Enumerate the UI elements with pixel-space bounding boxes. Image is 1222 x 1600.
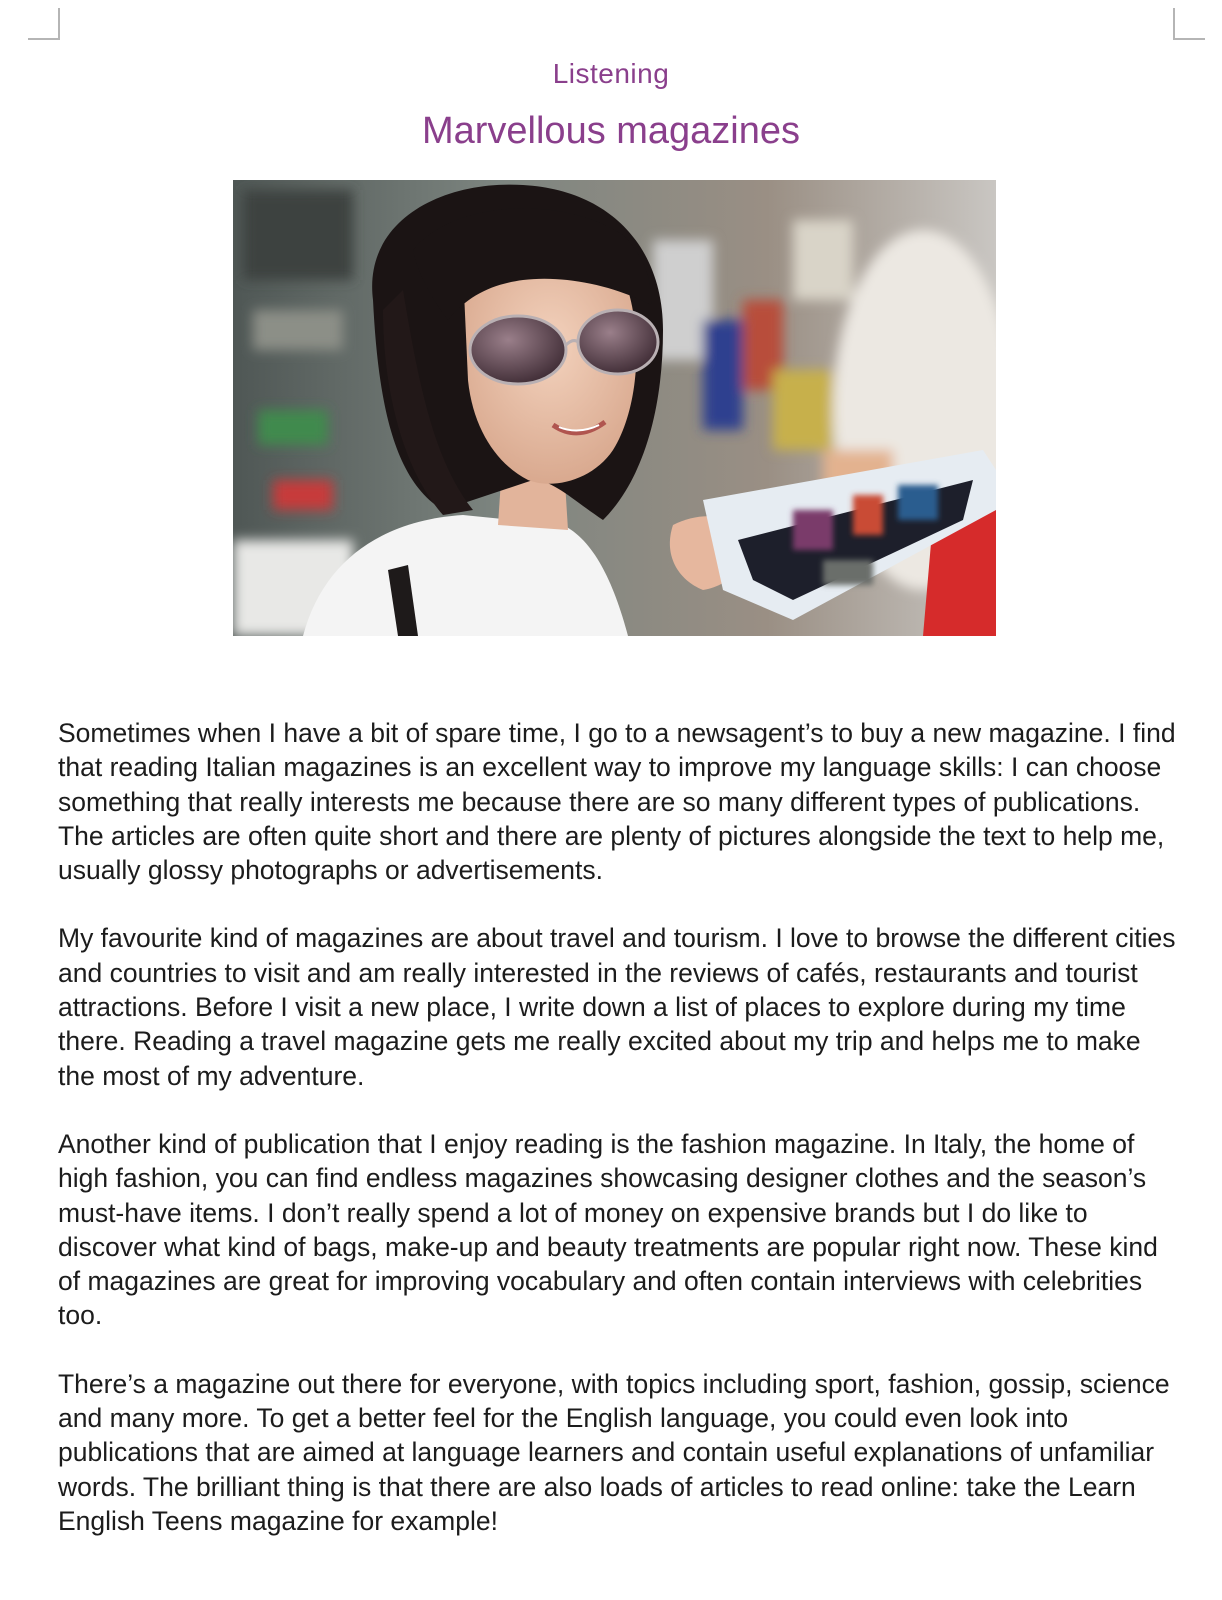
article-body [58, 716, 1178, 1572]
article-paragraph-3: Another kind of publication that I enjoy reading is the fashion magazine. In Italy, the home of high fashion, you can find endless magazines showcasing designer clothes and the season’s must-have items. I don’t really spend a lot of money on expensive brands but I do like to discover what kind of bags, make-up and beauty treatments are popular right now. These kind of magazines are great for improving vocabulary and often contain interviews with celebrities too. [58, 1128, 1158, 1331]
page-corner-mark-top-left [28, 8, 60, 40]
article-paragraph-1: Sometimes when I have a bit of spare time, I go to a newsagent’s to buy a new magazine. I find that reading Italian magazines is an excellent way to improve my language skills: I can choose something that really interests me because there are so many different types of publications. The articles are often quite short and there are plenty of pictures alongside the text to help me, usually glossy photographs or advertisements. [58, 718, 1176, 886]
page-corner-mark-top-right [1173, 8, 1205, 40]
article-paragraph-4: There’s a magazine out there for everyone, with topics including sport, fashion, gossip, science and many more. To get a better feel for the English language, you could even look into publications that are aimed at language learners and contain useful explanations of unfamiliar words. The brilliant thing is that there are also loads of articles to read online: take the Learn English Teens magazine for example! [58, 1368, 1170, 1536]
article-paragraph-2: My favourite kind of magazines are about travel and tourism. I love to browse the different cities and countries to visit and am really interested in the reviews of cafés, restaurants and tourist attractions. Before I visit a new place, I write down a list of places to explore during my time there. Reading a travel magazine gets me really excited about my trip and helps me to make the most of my adventure. [58, 923, 1176, 1091]
page-title: Marvellous magazines [421, 110, 801, 152]
section-label: Listening [552, 58, 670, 89]
article-photo [233, 180, 996, 636]
